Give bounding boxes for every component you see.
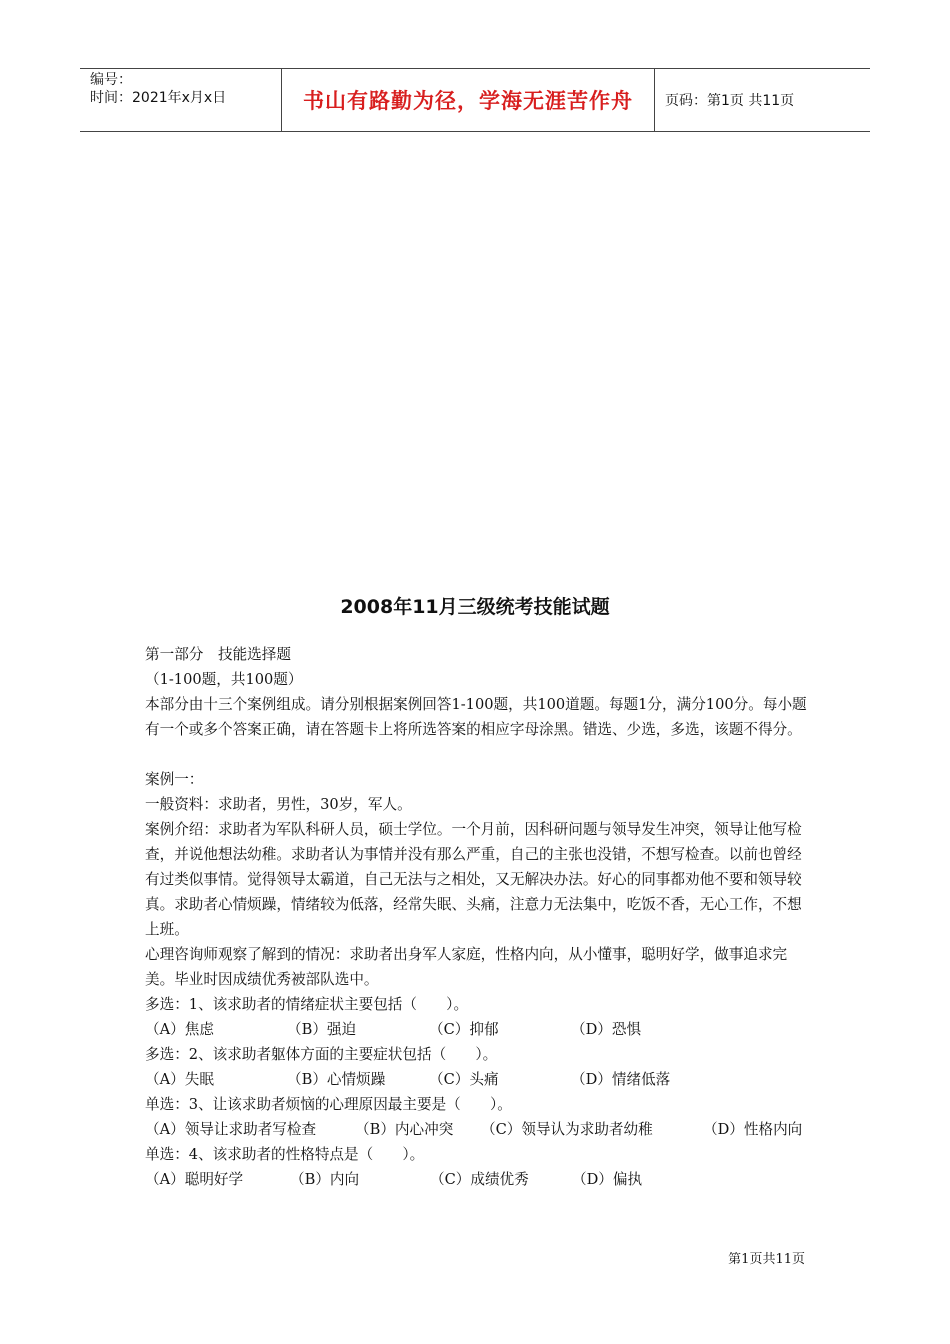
header-motto-cell	[282, 69, 655, 131]
option: （C）成绩优秀	[430, 1171, 529, 1188]
option: （C）头痛	[429, 1071, 499, 1088]
part-heading: 第一部分 技能选择题	[145, 646, 291, 663]
option: （D）恐惧	[571, 1021, 642, 1038]
document-time-label: 时间：2021年x月x日	[90, 90, 227, 106]
option: （A）领导让求助者写检查	[145, 1121, 317, 1138]
page-header	[80, 68, 870, 132]
page-footer: 第1页共11页	[728, 1252, 805, 1267]
document-number-label: 编号：	[90, 72, 132, 88]
option: （C）抑郁	[429, 1021, 499, 1038]
option: （B）内向	[290, 1171, 360, 1188]
option: （A）聪明好学	[145, 1171, 244, 1188]
question-options	[145, 1067, 810, 1092]
case-introduction: 案例介绍：求助者为军队科研人员，硕士学位。一个月前，因科研问题与领导发生冲突，领导让他写检查，并说他想法幼稚。求助者认为事情并没有那么严重，自己的主张也没错，不想写检查。以前也曾经有过类似事情。觉得领导太霸道，自己无法与之相处，又无解决办法。好心的同事都劝他不要和领导较真。求助者心情烦躁，情绪较为低落，经常失眠、头痛，注意力无法集中，吃饭不香，无心工作，不想上班。	[145, 821, 802, 938]
page-title: 2008年11月三级统考技能试题	[340, 596, 610, 618]
case-observation: 心理咨询师观察了解到的情况：求助者出身军人家庭，性格内向，从小懂事，聪明好学，做事追求完美。毕业时因成绩优秀被部队选中。	[145, 946, 788, 988]
option: （B）内心冲突	[355, 1121, 454, 1138]
header-meta	[80, 69, 282, 131]
option: （D）性格内向	[703, 1121, 803, 1138]
header-motto: 书山有路勤为径，学海无涯苦作舟	[303, 89, 633, 113]
option: （D）情绪低落	[571, 1071, 671, 1088]
case-heading: 案例一：	[145, 771, 204, 788]
question-options	[145, 1017, 810, 1042]
option: （A）失眠	[145, 1071, 214, 1088]
option: （B）心情烦躁	[287, 1071, 386, 1088]
option: （A）焦虑	[145, 1021, 214, 1038]
question-range: （1-100题，共100题）	[145, 671, 303, 688]
question-options	[145, 1167, 810, 1192]
question-stem: 多选：2、该求助者躯体方面的主要症状包括（ ）。	[145, 1046, 498, 1063]
question-stem: 单选：4、该求助者的性格特点是（ ）。	[145, 1146, 425, 1163]
option: （B）强迫	[287, 1021, 357, 1038]
header-page-info: 页码：第1页 共11页	[665, 93, 795, 109]
question-stem: 多选：1、该求助者的情绪症状主要包括（ ）。	[145, 996, 469, 1013]
option: （C）领导认为求助者幼稚	[481, 1121, 653, 1138]
document-body	[145, 642, 810, 1192]
option: （D）偏执	[572, 1171, 643, 1188]
instructions: 本部分由十三个案例组成。请分别根据案例回答1-100题，共100道题。每题1分，满分100分。每小题有一个或多个答案正确，请在答题卡上将所选答案的相应字母涂黑。错选、少选，多选，该题不得分。	[145, 696, 807, 738]
case-general-info: 一般资料：求助者，男性，30岁，军人。	[145, 796, 412, 813]
question-options	[145, 1117, 810, 1142]
question-stem: 单选：3、让该求助者烦恼的心理原因最主要是（ ）。	[145, 1096, 512, 1113]
